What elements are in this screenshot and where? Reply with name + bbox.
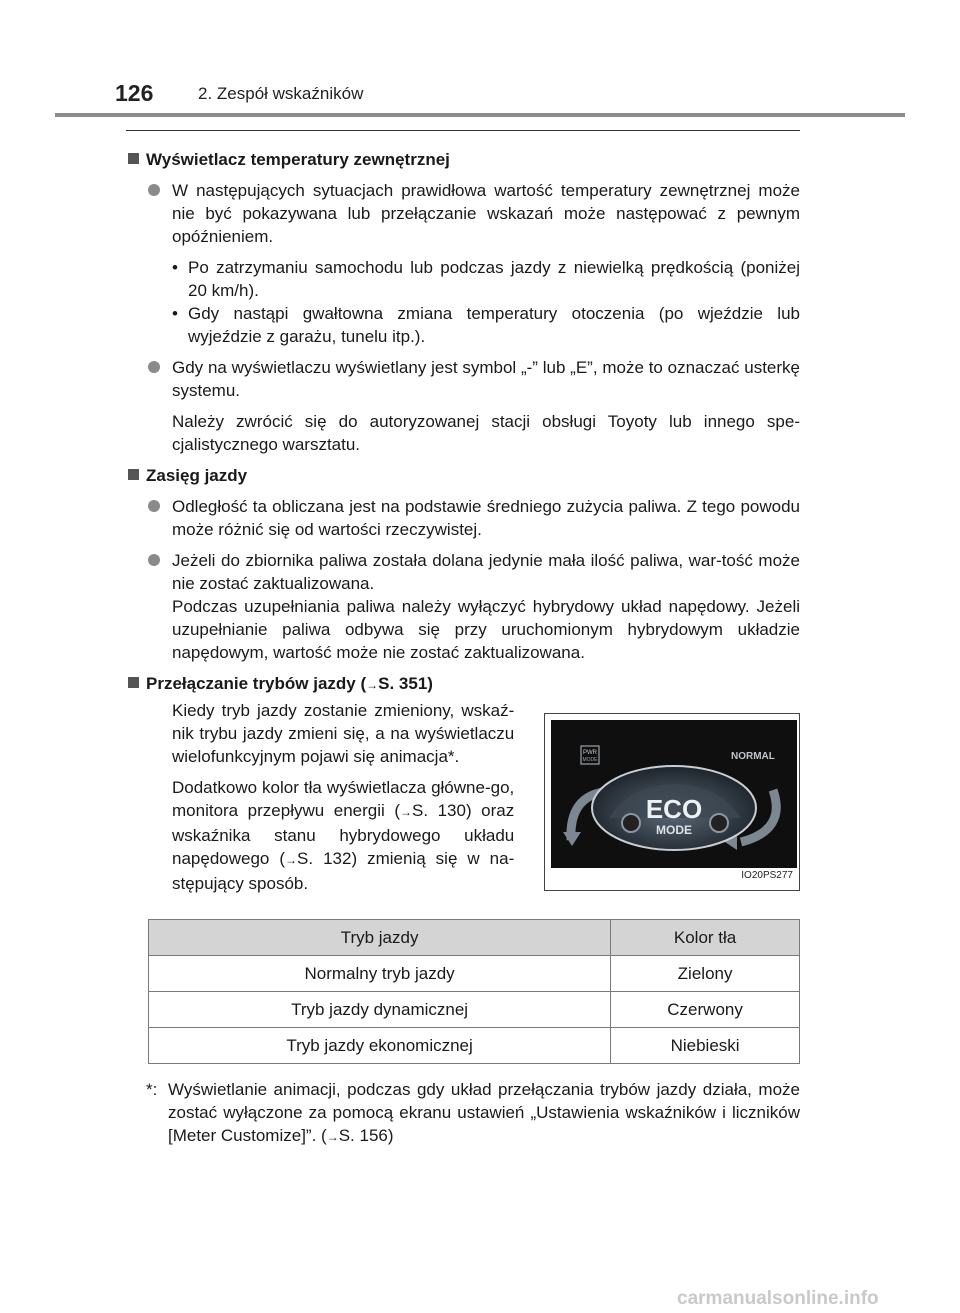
eco-mode-figure <box>544 713 800 891</box>
sub-bullet-icon: • <box>172 304 178 323</box>
drive-mode-paragraph-2 <box>172 776 514 895</box>
arrow-right-icon: → <box>285 853 298 867</box>
page-ref-link: S. 132) <box>297 849 358 868</box>
table-cell: Zielony <box>611 956 800 992</box>
text-part: Dodatkowo kolor tła wyświetlacza główne-go, monitora przepływu energii ( <box>172 778 515 820</box>
table-header-cell: Kolor tła <box>611 920 800 956</box>
page-ref-link: S. 156) <box>338 1126 394 1145</box>
section-heading-range: Zasięg jazdy <box>126 464 800 487</box>
eco-label: ECO <box>646 794 703 824</box>
footnote-mark: *: <box>146 1080 158 1099</box>
table-header-row <box>149 920 800 956</box>
car-wheel-front <box>622 814 640 832</box>
table-row <box>149 1028 800 1064</box>
mode-label: MODE <box>656 823 693 837</box>
arrow-right-icon: → <box>400 805 412 819</box>
divider <box>126 130 800 131</box>
table-row <box>149 956 800 992</box>
page-ref-link: S. 130) <box>412 801 472 820</box>
header-rule <box>55 113 905 117</box>
page-content <box>126 140 800 1149</box>
eco-mode-illustration <box>551 720 797 868</box>
paragraph-refuel: Podczas uzupełniania paliwa należy wyłączyć hybrydowy układ napędowy. Jeżeli uzupełnianie paliwa odbywa się przy uruchomionym hybrydowym układzie napędowym, wartość może nie zostać zaktualizowana. <box>172 597 800 662</box>
page-number: 126 <box>115 80 154 106</box>
footnote-text: Wyświetlanie animacji, podczas gdy układ przełączania trybów jazdy działa, może zostać wyłączone za pomocą ekranu ustawień „Ustawienia wskaźników i liczników [Meter Customize]”. ( <box>168 1080 800 1145</box>
section-title: 2. Zespół wskaźników <box>198 84 364 103</box>
table-cell: Tryb jazdy ekonomicznej <box>149 1028 611 1064</box>
display-screen <box>551 720 797 868</box>
bullet-range-1: Odległość ta obliczana jest na podstawie średniego zużycia paliwa. Z tego powodu może różnić się od wartości rzeczywistej. <box>126 495 800 541</box>
table-cell: Czerwony <box>611 992 800 1028</box>
bullet-range-2: Jeżeli do zbiornika paliwa została dolana jedynie mała ilość paliwa, war-tość może nie zostać zaktualizowana. <box>126 549 800 595</box>
table-cell: Niebieski <box>611 1028 800 1064</box>
drive-mode-block <box>126 699 800 903</box>
table-row <box>149 992 800 1028</box>
sub-item-text: Po zatrzymaniu samochodu lub podczas jazdy z niewielką prędkością (poniżej 20 km/h). <box>188 258 800 300</box>
section-heading-temperature: Wyświetlacz temperatury zewnętrznej <box>126 148 800 171</box>
drive-mode-paragraph-1: Kiedy tryb jazdy zostanie zmieniony, wskaź-nik trybu jazdy zmieni się, a na wyświetlaczu wielofunkcyjnym pojawi się animacja*. <box>172 701 515 766</box>
heading-ref: S. 351) <box>378 674 433 693</box>
drive-mode-text <box>126 699 514 903</box>
arrow-right-icon: → <box>326 1130 339 1144</box>
table-cell: Normalny tryb jazdy <box>149 956 611 992</box>
watermark: carmanualsonline.info <box>677 1288 879 1309</box>
footnote <box>126 1078 800 1149</box>
car-wheel-rear <box>710 814 728 832</box>
paragraph-service: Należy zwrócić się do autoryzowanej stacji obsługi Toyoty lub innego spe-cjalistycznego warsztatu. <box>172 412 800 454</box>
normal-label: NORMAL <box>731 751 776 762</box>
table-cell: Tryb jazdy dynamicznej <box>149 992 611 1028</box>
pwr-label: PWR <box>583 750 598 756</box>
pwr-sub-label: MODE <box>582 757 598 763</box>
text-part: zmienią się w na-stępujący sposób. <box>172 849 515 893</box>
bullet-temperature-2: Gdy na wyświetlaczu wyświetlany jest symbol „-” lub „E”, może to oznaczać usterkę systemu. <box>126 356 800 402</box>
sub-item-2 <box>126 302 800 348</box>
table-header-cell: Tryb jazdy <box>149 920 611 956</box>
sub-bullet-icon: • <box>172 258 178 277</box>
drive-mode-color-table <box>148 919 800 1064</box>
arrow-right-icon: → <box>366 678 379 692</box>
sub-item-text: Gdy nastąpi gwałtowna zmiana temperatury otoczenia (po wjeździe lub wyjeździe z garażu, tunelu itp.). <box>188 304 800 346</box>
sub-item-1 <box>126 256 800 302</box>
figure-code: IO20PS277 <box>741 870 793 881</box>
section-heading-drive-mode <box>126 672 800 697</box>
bullet-temperature-1: W następujących sytuacjach prawidłowa wartość temperatury zewnętrznej może nie być pokazywana lub przełączanie wskazań może następować z pewnym opóźnieniem. <box>126 179 800 248</box>
text-part: oraz wskaźnika stanu hybrydowego układu napędowego ( <box>172 801 515 868</box>
heading-text: Przełączanie trybów jazdy ( <box>146 674 367 693</box>
